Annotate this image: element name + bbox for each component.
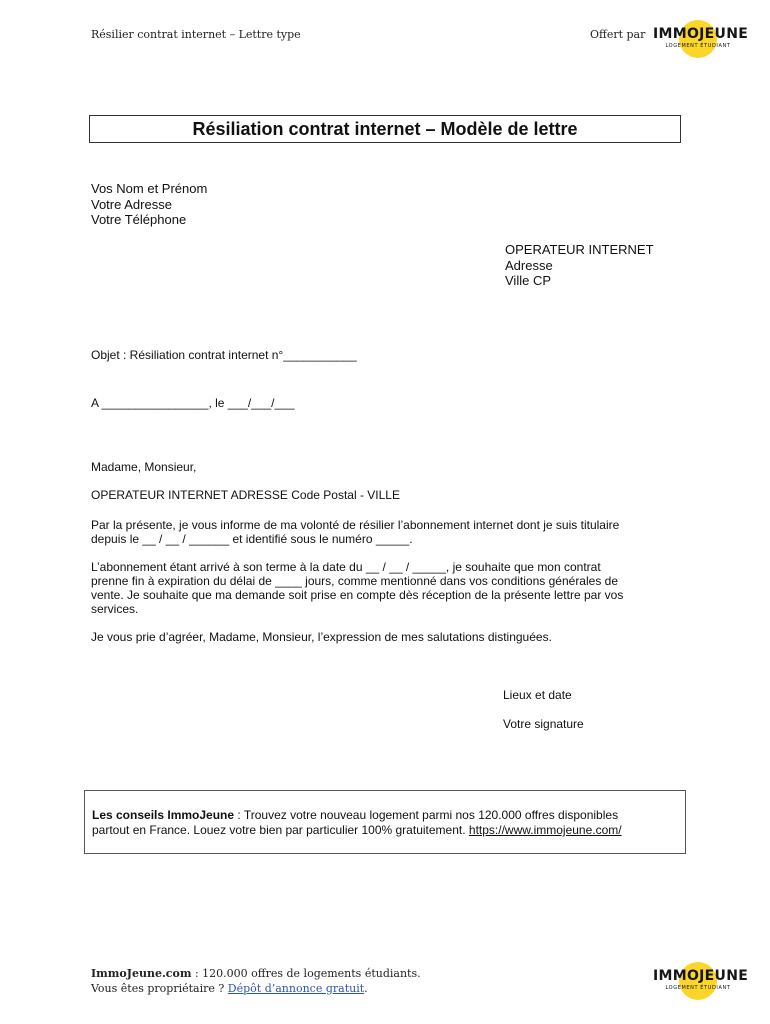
recipient-city: Ville CP (505, 273, 552, 288)
paragraph-2-line: prenne fin à expiration du délai de ____ jours, comme mentionné dans vos conditions générales de (91, 574, 619, 588)
paragraph-1-line: Par la présente, je vous informe de ma volonté de résilier l’abonnement internet dont je suis titulaire (91, 518, 620, 532)
footer-line1: : 120.000 offres de logements étudiants. (191, 967, 421, 980)
free-listing-link[interactable]: Dépôt d’annonce gratuit (227, 982, 365, 995)
immojeune-logo-footer[interactable] (653, 962, 749, 1002)
sender-address: Votre Adresse (91, 196, 172, 212)
tips-line2: partout en France. Louez votre bien par particulier 100% gratuitement. (92, 823, 469, 837)
sender-phone: Votre Téléphone (91, 212, 187, 227)
tips-box (84, 790, 686, 854)
immojeune-logo[interactable] (653, 20, 749, 60)
paragraph-2-line: L’abonnement étant arrivé à son terme à la date du __ / __ / _____, je souhaite que mon contrat (91, 560, 601, 574)
recipient-address: Adresse (505, 257, 553, 273)
logo-wordmark: IMMOJEUNE (653, 26, 749, 42)
header-doc-type: Résilier contrat internet – Lettre type (91, 28, 301, 41)
paragraph-2 (91, 560, 681, 616)
paragraph-2-line: vente. Je souhaite que ma demande soit prise en compte dès réception de la présente lettre par vos (91, 588, 624, 602)
closing-formula: Je vous prie d’agréer, Madame, Monsieur, l’expression de mes salutations distinguées. (91, 630, 552, 644)
paragraph-2-line: services. (91, 602, 139, 616)
tips-text (92, 808, 677, 838)
recipient-block (505, 242, 654, 289)
salutation: Madame, Monsieur, (91, 460, 197, 474)
paragraph-1 (91, 518, 681, 546)
footer-line2: Vous êtes propriétaire ? (91, 982, 228, 995)
signature-label: Votre signature (503, 717, 584, 731)
operator-address-line: OPERATEUR INTERNET ADRESSE Code Postal - VILLE (91, 488, 400, 502)
sender-block (91, 181, 207, 228)
logo-tagline: LOGEMENT ÉTUDIANT (665, 985, 731, 991)
signature-place-date: Lieux et date (503, 688, 572, 702)
footer-brand: ImmoJeune.com (91, 967, 192, 980)
recipient-name: OPERATEUR INTERNET (505, 242, 654, 257)
paragraph-1-line: depuis le __ / __ / ______ et identifié sous le numéro _____. (91, 532, 413, 546)
tips-line1: : Trouvez votre nouveau logement parmi nos 120.000 offres disponibles (234, 808, 619, 822)
tips-heading: Les conseils ImmoJeune (92, 808, 235, 822)
page-title: Résiliation contrat internet – Modèle de lettre (89, 115, 681, 143)
header-offered-by: Offert par (590, 28, 646, 41)
logo-wordmark: IMMOJEUNE (653, 968, 749, 984)
place-date-line: A ________________, le ___/___/___ (91, 396, 295, 410)
object-line: Objet : Résiliation contrat internet n°___________ (91, 348, 357, 362)
sender-name: Vos Nom et Prénom (91, 181, 208, 196)
footer-line2-end: . (364, 982, 368, 995)
immojeune-url-link[interactable]: https://www.immojeune.com/ (468, 823, 622, 837)
logo-tagline: LOGEMENT ÉTUDIANT (665, 43, 731, 49)
footer-text (91, 966, 421, 996)
